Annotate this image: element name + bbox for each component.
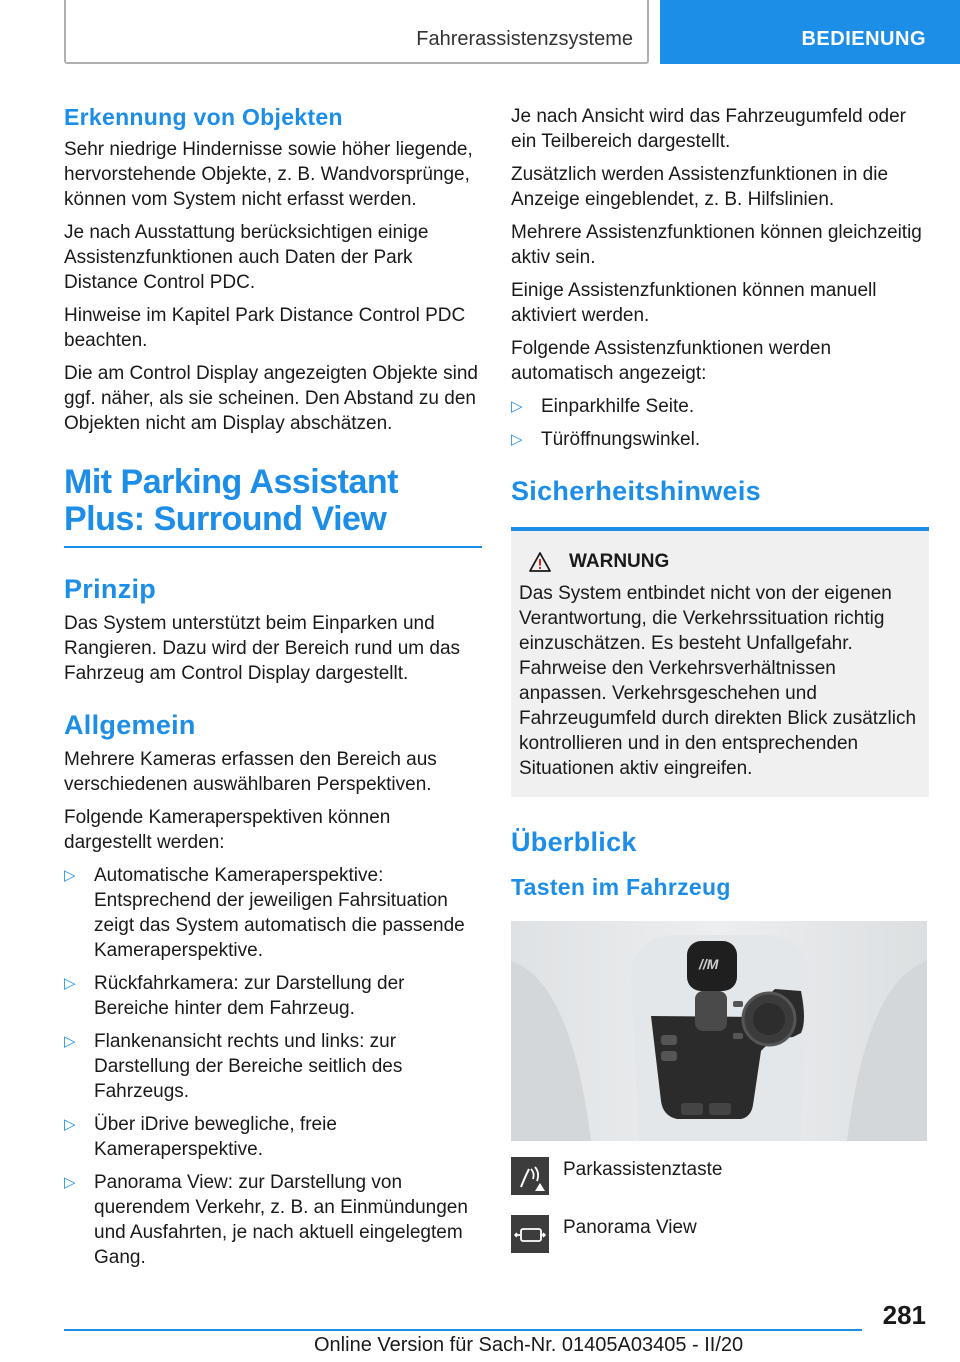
warning-box: [511, 527, 929, 797]
list-item: ▷ Einparkhilfe Seite.: [511, 396, 695, 417]
objects-heading: Erkennung von Objekten: [64, 104, 343, 130]
list-item: ▷ Automatische Kameraperspektive: Entsprechend der jeweiligen Fahrsituation zeigt das System automatisch die passende Kameraperspektive.: [64, 865, 465, 961]
safety-heading: Sicherheitshinweis: [511, 476, 761, 506]
objects-paragraph-4: Die am Control Display angezeigten Objekte sind ggf. näher, als sie scheinen. Den Abstand zu den Objekten nicht am Display abschätzen.: [64, 363, 478, 434]
objects-paragraph-1: Sehr niedrige Hindernisse sowie höher liegende, hervorstehende Objekte, z. B. Wandvorsprünge, können vom System nicht erfasst werden.: [64, 139, 473, 210]
buttons-heading: Tasten im Fahrzeug: [511, 874, 731, 900]
triangle-marker-icon: ▷: [64, 975, 76, 992]
list-item: ▷ Rückfahrkamera: zur Darstellung der Bereiche hinter dem Fahrzeug.: [64, 973, 405, 1019]
view-paragraph-4: Einige Assistenzfunktionen können manuell aktiviert werden.: [511, 280, 877, 326]
key-row: [511, 1157, 929, 1195]
objects-paragraph-3: Hinweise im Kapitel Park Distance Control PDC beachten.: [64, 305, 466, 351]
general-heading: Allgemein: [64, 710, 196, 740]
header-chapter-title: BEDIENUNG: [801, 28, 926, 50]
view-paragraph-2: Zusätzlich werden Assistenzfunktionen in die Anzeige eingeblendet, z. B. Hilfslinien.: [511, 164, 889, 210]
header-chapter-tab: [660, 0, 960, 64]
view-paragraph-1: Je nach Ansicht wird das Fahrzeugumfeld oder ein Teilbereich dargestellt.: [511, 106, 906, 152]
triangle-marker-icon: ▷: [64, 1174, 76, 1191]
park-assist-key-icon: [511, 1157, 549, 1195]
center-console-photo: [511, 921, 927, 1141]
objects-paragraph-2: Je nach Ausstattung berücksichtigen einige Assistenzfunktionen auch Daten der Park Distance Control PDC.: [64, 222, 429, 293]
triangle-marker-icon: ▷: [511, 431, 523, 448]
view-paragraph-5: Folgende Assistenzfunktionen werden automatisch angezeigt:: [511, 338, 832, 384]
warning-title: WARNUNG: [519, 551, 921, 573]
view-paragraph-3: Mehrere Assistenzfunktionen können gleichzeitig aktiv sein.: [511, 222, 922, 268]
header-section-tab: [64, 0, 649, 64]
panorama-view-key-label: Panorama View: [563, 1217, 697, 1238]
list-item: ▷ Türöffnungswinkel.: [511, 429, 701, 450]
triangle-marker-icon: ▷: [511, 398, 523, 415]
right-column: [511, 104, 929, 1273]
perspective-list: [64, 863, 482, 1270]
overview-heading: Überblick: [511, 827, 637, 857]
list-item: ▷ Flankenansicht rechts und links: zur Darstellung der Bereiche seitlich des Fahrzeugs.: [64, 1031, 403, 1102]
key-row: [511, 1215, 929, 1253]
warning-text: Das System entbindet nicht von der eigenen Verantwortung, die Verkehrssituation richtig einzuschätzen. Es besteht Unfallgefahr. Fahrweise den Verkehrsverhältnissen anpassen. Verkehrsgeschehen und Fahrzeugumfeld durch direkten Blick zusätzlich kontrollieren und in den entsprechenden Situationen aktiv eingreifen.: [519, 583, 917, 779]
list-item: ▷ Panorama View: zur Darstellung von querendem Verkehr, z. B. an Einmündungen und Ausfahrten, je nach aktuell eingelegtem Gang.: [64, 1172, 468, 1268]
svg-text://M: //M: [699, 956, 719, 972]
park-assist-key-label: Parkassistenztaste: [563, 1159, 723, 1180]
general-paragraph-2: Folgende Kameraperspektiven können dargestellt werden:: [64, 807, 391, 853]
header-section-title: Fahrerassistenzsysteme: [416, 28, 633, 50]
main-heading: Mit Parking Assistant Plus: Surround View: [64, 464, 482, 548]
triangle-marker-icon: ▷: [64, 1116, 76, 1133]
page-number: 281: [882, 1300, 926, 1330]
footer-rule: [64, 1329, 862, 1331]
list-item: ▷ Über iDrive bewegliche, freie Kameraperspektive.: [64, 1114, 337, 1160]
auto-function-list: [511, 394, 929, 452]
principle-heading: Prinzip: [64, 574, 157, 604]
triangle-marker-icon: ▷: [64, 1033, 76, 1050]
triangle-marker-icon: ▷: [64, 867, 76, 884]
warning-icon: [529, 552, 551, 572]
footer-version: Online Version für Sach-Nr. 01405A03405 - II/20: [314, 1334, 744, 1356]
general-paragraph-1: Mehrere Kameras erfassen den Bereich aus verschiedenen auswählbaren Perspektiven.: [64, 749, 437, 795]
principle-paragraph: Das System unterstützt beim Einparken und Rangieren. Dazu wird der Bereich rund um das Fahrzeug am Control Display dargestellt.: [64, 613, 461, 684]
left-column: [64, 104, 482, 1278]
panorama-view-key-icon: [511, 1215, 549, 1253]
